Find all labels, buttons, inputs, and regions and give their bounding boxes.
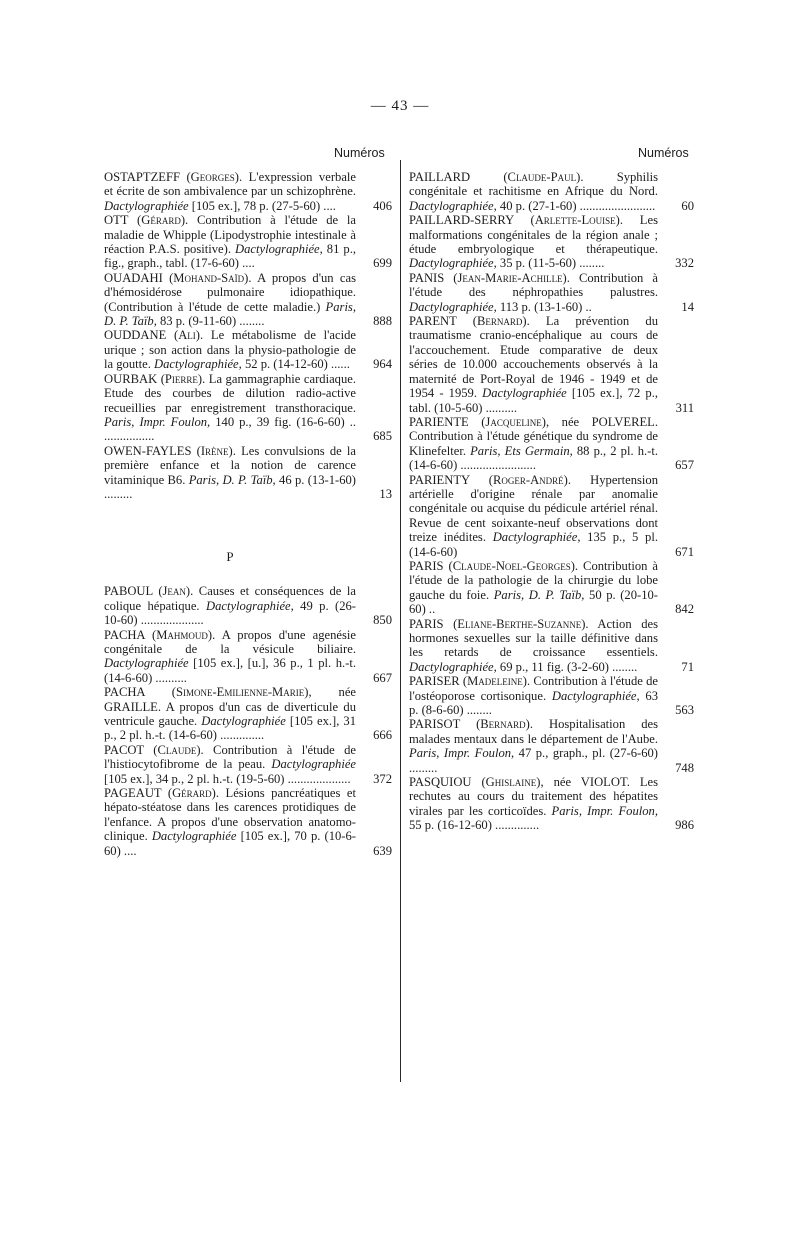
author-surname: PAILLARD: [409, 170, 504, 184]
entry-title: . Syphilis congénitale et rachitisme en Afrique du Nord.: [409, 170, 658, 199]
entry-text: [104, 444, 356, 502]
bibliography-entry: [409, 473, 694, 559]
entry-title: . L'expression verbale et écrite de son ambivalence par un schizophrène.: [104, 170, 356, 199]
column-divider: [400, 160, 401, 1082]
entry-publisher: Dactylographiée: [151, 829, 237, 844]
entry-text: [409, 617, 658, 675]
entry-title: . A propos d'un cas d'hémosidérose pulmonaire idiopathique. (Contribution à l'étude de cette maladie.): [104, 270, 356, 314]
entry-title: . Contribution à l'étude des néphropathies palustres.: [409, 270, 658, 300]
entry-publisher: Dactylographiée: [104, 198, 189, 213]
author-surname: PABOUL: [104, 584, 159, 599]
author-given-name: (Madeleine): [462, 674, 527, 689]
bibliography-entry: [104, 213, 392, 271]
entry-title: . Hypertension artérielle d'origine rénale par anomalie congénitale ou acquise du pédicule artériel rénal. Revue de cent soixante-neuf observations dont treize inédites.: [409, 472, 658, 545]
author-given-name: (Jean-Marie-Achille): [453, 270, 567, 285]
author-given-name: (Bernard): [476, 717, 530, 732]
entry-title: . Causes et conséquences de la colique hépatique.: [104, 584, 356, 613]
entry-details: 135 p., 5 pl. (14-6-60): [409, 530, 658, 559]
entry-text: [409, 473, 658, 559]
entry-title: . A propos d'une agenésie congénitale de la vésicule biliaire.: [104, 627, 356, 656]
entry-text: [104, 271, 356, 329]
entry-text: [409, 415, 658, 473]
entry-text: [104, 743, 356, 786]
author-surname: PASQUIOU: [409, 775, 482, 790]
entry-title: , née VIOLOT. Les rechutes au cours du traitement des hépatites virales par les corticoïdes.: [409, 775, 658, 818]
entry-publisher: Dactylographiée,: [409, 198, 497, 213]
entry-title: . Contribution à l'étude de l'ostéoporose cortisonique.: [409, 674, 658, 703]
author-given-name: (Jean): [158, 584, 191, 599]
entry-number: 60: [681, 198, 694, 213]
author-given-name: (Jacqueline): [481, 414, 546, 429]
bibliography-entry: [409, 617, 694, 675]
author-given-name: (Pierre): [160, 371, 203, 386]
bibliography-entry: [409, 213, 694, 271]
entry-number: 748: [675, 760, 694, 775]
author-given-name: (Gérard): [167, 786, 216, 801]
author-given-name: (Mahmoud): [152, 627, 213, 642]
entry-text: [409, 213, 658, 271]
entry-publisher: Paris, Impr. Foulon,: [551, 803, 658, 818]
entry-number: 888: [373, 314, 392, 329]
entry-publisher: Dactylographiée,: [409, 299, 497, 314]
author-surname: PARISER: [409, 674, 463, 689]
entry-title: . Lésions pancréatiques et hépato-stéatose dans les carences protidiques de l'enfance. A propos d'une observation anatomo-clinique.: [104, 786, 356, 844]
author-surname: PARIENTE: [409, 414, 482, 429]
author-surname: PARIENTY: [409, 472, 489, 487]
entry-text: [104, 786, 356, 858]
entry-publisher: Dactylographiée: [271, 757, 356, 772]
bibliography-entry: [104, 444, 392, 502]
entry-publisher: Dactylographiée,: [409, 659, 497, 674]
entry-text: [104, 328, 356, 371]
left-column: [104, 170, 392, 858]
entry-details: 46 p. (13-1-60) .........: [104, 472, 356, 501]
author-given-name: (Claude): [153, 742, 201, 757]
bibliography-entry: [104, 328, 392, 371]
bibliography-entry: [409, 775, 694, 833]
entry-number: 71: [681, 659, 694, 674]
author-surname: OWEN-FAYLES: [104, 443, 197, 458]
entry-publisher: Paris, Ets Germain,: [470, 443, 573, 458]
entry-text: [104, 213, 356, 271]
entry-text: [409, 314, 658, 415]
entry-title: . La prévention du traumatisme cranio-encéphalique au cours de l'accouchement. Etude comparative de deux séries de 10.000 accouchements observés à la maternité de Port-Royal de 1946 - 1949 et de 1954 - 1959.: [409, 314, 658, 401]
entry-details: 40 p. (27-1-60) ........................: [496, 198, 656, 213]
entry-details: [105 ex.], 70 p. (10-6-60) ....: [104, 829, 356, 858]
entry-number: 667: [373, 670, 392, 685]
author-surname: OTT: [104, 213, 138, 228]
author-given-name: (Ghislaine): [481, 775, 541, 790]
author-surname: PARENT: [409, 314, 473, 329]
entry-title: . Contribution à l'étude de la maladie de Whipple (Lipodystrophie intestinale à réaction P.A.S. positive).: [104, 213, 356, 257]
author-surname: PARISOT: [409, 717, 477, 732]
entry-details: 35 p. (11-5-60) ........: [496, 256, 605, 271]
entry-publisher: Paris, Impr. Foulon,: [409, 746, 515, 761]
bibliography-entry: [104, 786, 392, 858]
entry-text: [409, 775, 658, 833]
entry-details: 52 p. (14-12-60) ......: [241, 357, 350, 372]
entry-publisher: Dactylographiée,: [409, 256, 497, 271]
author-given-name: (Claude-Noel-Georges): [448, 558, 575, 573]
author-given-name: (Simone-Emilienne-Marie): [171, 685, 309, 700]
entry-details: 83 p. (9-11-60) ........: [156, 314, 265, 329]
entry-number: 671: [675, 544, 694, 559]
entry-text: [409, 674, 658, 717]
entry-publisher: Dactylographiée,: [154, 357, 242, 372]
entry-number: 332: [675, 256, 694, 271]
entry-number: 372: [373, 771, 392, 786]
author-given-name: (Roger-André): [488, 472, 568, 487]
section-letter: P: [226, 549, 234, 565]
entry-number: 563: [675, 703, 694, 718]
entry-publisher: Dactylographiée,: [205, 598, 294, 613]
entry-text: [409, 559, 658, 617]
author-surname: OUADAHI: [104, 270, 170, 285]
author-surname: PAILLARD-SERRY: [409, 213, 531, 228]
entry-number: 639: [373, 843, 392, 858]
author-surname: PARIS: [409, 616, 454, 631]
entry-title: . Le métabolisme de l'acide urique ; son action dans la physio-pathologie de la goutte.: [104, 328, 356, 372]
entry-title: , née GRAILLE. A propos d'un cas de diverticule du ventricule gauche.: [104, 685, 356, 728]
entry-text: [409, 717, 658, 775]
author-surname: OUDDANE: [104, 328, 175, 343]
author-surname: PAGEAUT: [104, 786, 168, 801]
bibliography-entry: [409, 271, 694, 314]
author-given-name: (Bernard): [472, 314, 527, 329]
entry-number: 666: [373, 728, 392, 743]
entry-number: 13: [379, 486, 392, 501]
entry-details: 50 p. (20-10-60) ..: [409, 587, 658, 617]
entry-number: 842: [675, 602, 694, 617]
bibliography-entry: [409, 170, 694, 213]
entry-details: 55 p. (16-12-60) ..............: [409, 818, 540, 833]
entry-details: [105 ex.], 34 p., 2 pl. h.-t. (19-5-60) ....................: [104, 771, 351, 786]
author-surname: PARIS: [409, 558, 449, 573]
entry-publisher: Paris, D. P. Taïb,: [493, 587, 585, 602]
author-given-name: (Arlette-Louise): [530, 213, 620, 228]
bibliography-entry: [409, 314, 694, 415]
entry-number: 311: [675, 400, 694, 415]
entry-text: [104, 628, 356, 686]
entry-publisher: Dactylographiée,: [235, 242, 323, 257]
author-given-name: (Ali): [174, 328, 200, 343]
bibliography-entry: [409, 674, 694, 717]
entry-title: . Contribution à l'étude de l'histiocytofibrome de la peau.: [104, 742, 356, 772]
entry-publisher: Dactylographiée: [201, 714, 286, 728]
bibliography-entry: [104, 743, 392, 786]
entry-details: 88 p., 2 pl. h.-t. (14-6-60) ........................: [409, 443, 658, 473]
entry-text: [104, 170, 356, 213]
entry-number: 699: [373, 256, 392, 271]
entry-title: . Les malformations congénitales de la région anale ; étude embryologique et thérapeutique.: [409, 213, 658, 257]
bibliography-entry: [409, 415, 694, 473]
bibliography-entry: [104, 170, 392, 213]
entry-number: 657: [675, 458, 694, 473]
column-header-left: Numéros: [334, 146, 385, 160]
entry-number: 986: [675, 818, 694, 833]
right-column: [409, 170, 694, 833]
entry-publisher: Dactylographiée,: [492, 530, 581, 545]
entry-text: [409, 271, 658, 314]
entry-text: [104, 372, 356, 444]
entry-text: [104, 584, 356, 627]
entry-details: 81 p., fig., graph., tabl. (17-6-60) ....: [104, 242, 357, 271]
entry-details: 69 p., 11 fig. (3-2-60) ........: [496, 659, 638, 674]
author-surname: OSTAPTZEFF: [104, 170, 187, 184]
entry-details: [105 ex.], 78 p. (27-5-60) ....: [188, 198, 336, 213]
entry-details: 49 p. (26-10-60) ....................: [104, 598, 357, 628]
author-given-name: (Irène): [196, 443, 233, 458]
entry-details: 47 p., graph., pl. (27-6-60) .........: [409, 746, 658, 775]
author-given-name: (Gérard): [137, 213, 186, 228]
column-header-right: Numéros: [638, 146, 689, 160]
entry-text: [104, 685, 356, 743]
author-surname: PACOT: [104, 742, 154, 757]
bibliography-entry: [104, 271, 392, 329]
author-given-name: (Eliane-Berthe-Suzanne): [453, 616, 586, 631]
entry-publisher: Dactylographiée: [482, 386, 567, 401]
bibliography-entry: [104, 372, 392, 444]
author-given-name: (Georges): [186, 170, 239, 184]
entry-number: 406: [373, 198, 392, 213]
bibliography-entry: [104, 685, 392, 743]
entry-publisher: Paris, Impr. Foulon,: [104, 414, 211, 429]
entry-details: [105 ex.], [u.], 36 p., 1 pl. h.-t. (14-6-60) ..........: [104, 656, 356, 685]
entry-number: 964: [373, 357, 392, 372]
entry-details: 140 p., 39 fig. (16-6-60) .. ................: [104, 414, 356, 444]
bibliography-entry: [409, 717, 694, 775]
entry-title: . La gammagraphie cardiaque. Etude des courbes de dilution radio-active recueillies par enregistrement transthoracique.: [104, 371, 356, 415]
entry-details: [105 ex.], 72 p., tabl. (10-5-60) ..........: [409, 386, 658, 415]
page-number: — 43 —: [370, 98, 430, 114]
entry-details: 63 p. (8-6-60) ........: [409, 688, 658, 718]
entry-details: 113 p. (13-1-60) ..: [496, 299, 592, 314]
entry-title: , née POLVEREL. Contribution à l'étude génétique du syndrome de Klinefelter.: [409, 414, 658, 458]
entry-title: . Action des hormones sexuelles sur la taille définitive dans les retards de croissance essentiels.: [409, 616, 658, 660]
entry-number: 850: [373, 613, 392, 628]
author-surname: PACHA: [104, 685, 172, 700]
author-surname: PANIS: [409, 270, 454, 285]
entry-publisher: Paris, D. P. Taïb,: [188, 472, 276, 487]
entry-title: . Contribution à l'étude de la pathologie de la chirurgie du lobe gauche du foie.: [409, 558, 658, 602]
entry-number: 14: [681, 299, 694, 314]
entry-publisher: Dactylographiée,: [551, 688, 640, 703]
entry-publisher: Paris, D. P. Taïb,: [104, 299, 356, 329]
author-given-name: (Claude-Paul): [503, 170, 581, 184]
bibliography-entry: [104, 628, 392, 686]
bibliography-entry: [104, 584, 392, 627]
bibliography-entry: [409, 559, 694, 617]
entry-title: . Hospitalisation des malades mentaux dans le département de l'Aube.: [409, 717, 659, 746]
author-surname: PACHA: [104, 627, 152, 642]
entry-number: 685: [373, 429, 392, 444]
author-surname: OURBAK: [104, 371, 161, 386]
entry-details: [105 ex.], 31 p., 2 pl. h.-t. (14-6-60) ..............: [104, 714, 356, 743]
author-given-name: (Mohand-Saïd): [169, 270, 249, 285]
entry-publisher: Dactylographiée: [104, 656, 189, 671]
entry-text: [409, 170, 658, 213]
entry-title: . Les convulsions de la première enfance et la notion de carence vitaminique B6.: [104, 443, 356, 487]
